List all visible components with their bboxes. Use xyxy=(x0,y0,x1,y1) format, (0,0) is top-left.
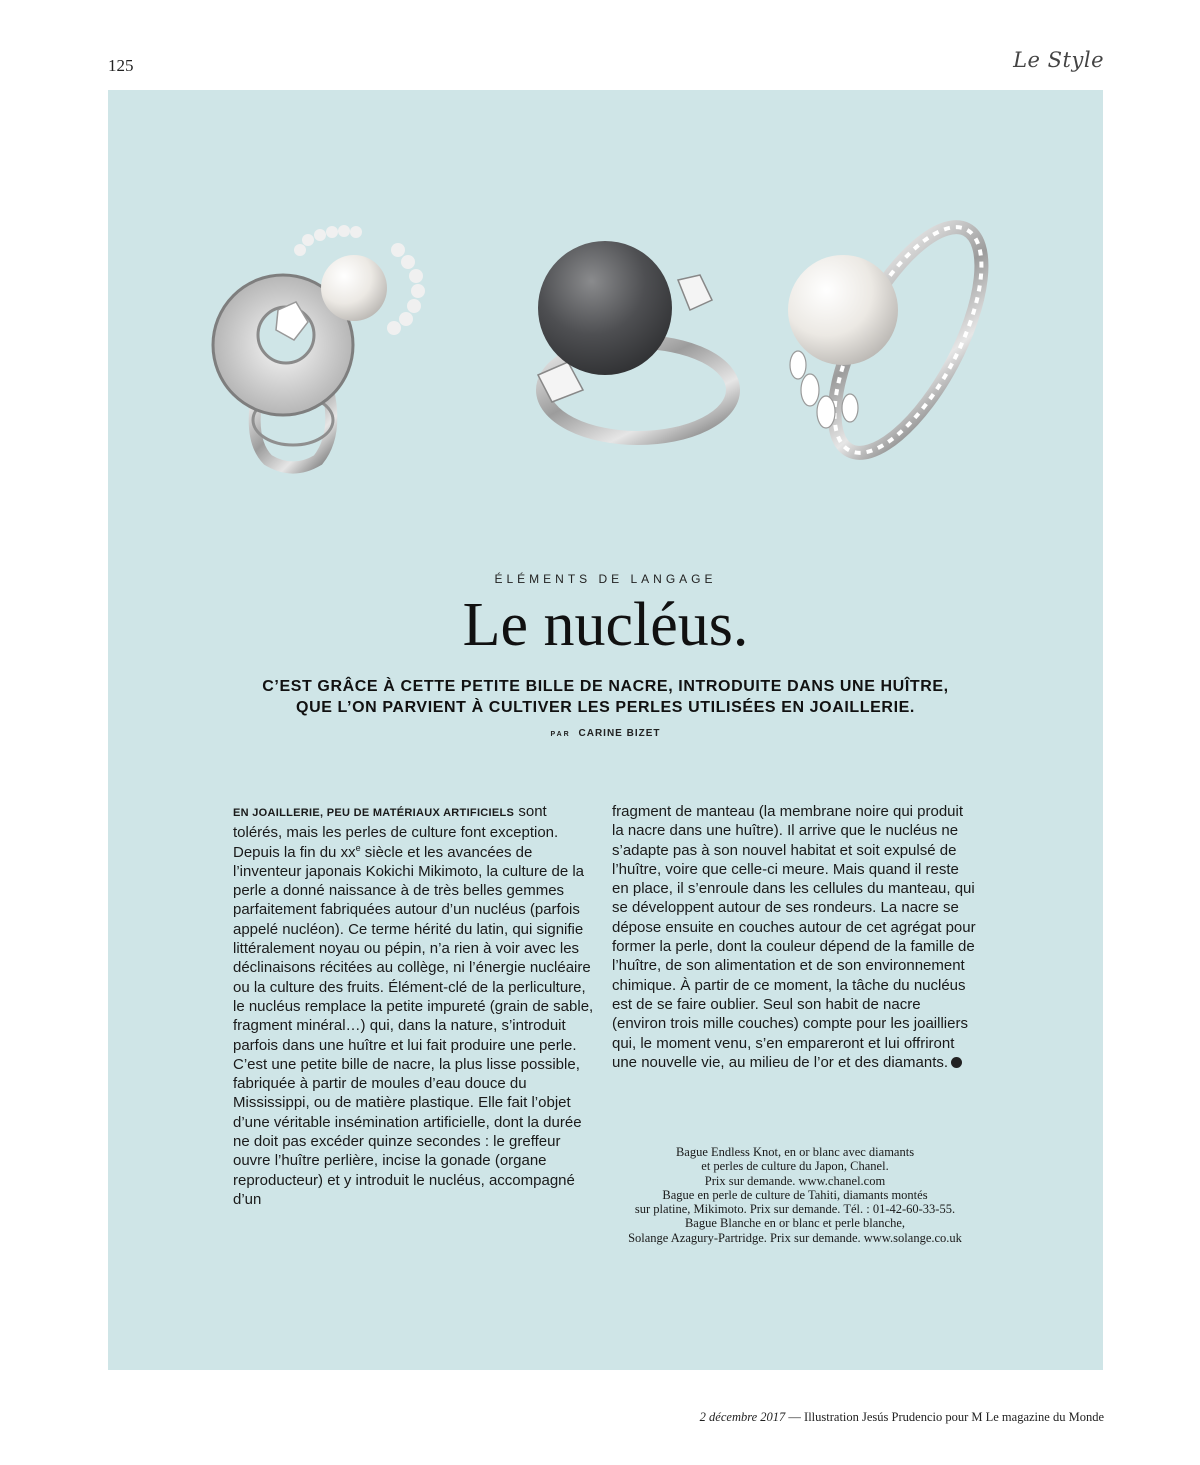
ring-tahiti-pearl-illustration xyxy=(538,241,733,438)
page-number: 125 xyxy=(108,56,134,75)
magazine-section-logo: Le Style xyxy=(1013,48,1104,72)
article-title: Le nucléus. xyxy=(462,591,749,659)
article-kicker: ÉLÉMENTS DE LANGAGE xyxy=(494,572,717,586)
body-text: fragment de manteau (la membrane noire qui produit la nacre dans une huître). Il arrive que le nucléus ne s’adapte pas à son nouvel habitat et soit expulsé de l’huître, voire que celle-ci meure. Mais quand il reste en place, il s’enroule dans les cellules du manteau, qui se développent autour de ses rondeurs. La nacre se dépose ensuite en couches autour de cet agrégat pour former la perle, dont la couleur dépend de la famille de l’huître, de son alimentation et de son environnement chimique. À partir de ce moment, la tâche du nucléus est de se faire oublier. Seul son habit de nacre (environ trois mille couches) compte pour les joailliers qui, le moment venu, s’en empareront et lui offriront une nouvelle vie, au milieu de l’or et des diamants. xyxy=(612,803,976,1071)
article-paragraph xyxy=(233,802,599,1209)
caption-line: Bague Endless Knot, en or blanc avec diamants xyxy=(675,1145,915,1159)
caption-line: et perles de culture du Japon, Chanel. xyxy=(701,1159,889,1174)
caption-line: sur platine, Mikimoto. Prix sur demande. Tél. : 01-42-60-33-55. xyxy=(634,1202,956,1217)
illustration-credit: — Illustration Jesús Prudencio pour M Le magazine du Monde xyxy=(785,1410,1104,1424)
page-footer xyxy=(700,1410,1104,1425)
product-captions xyxy=(612,1145,978,1245)
article-column-left xyxy=(233,802,599,1209)
body-text: sont tolérés, mais les perles de culture font exception. Depuis la fin du xx xyxy=(233,803,559,861)
article-lead: EN JOAILLERIE, PEU DE MATÉRIAUX ARTIFICIELS xyxy=(233,807,515,819)
caption-line: Bague en perle de culture de Tahiti, diamants montés xyxy=(662,1187,928,1202)
century-superscript: e xyxy=(355,842,361,853)
ring-white-pearl-illustration xyxy=(788,206,1011,474)
end-of-article-icon xyxy=(951,1057,962,1068)
article-column-right xyxy=(612,802,978,1072)
byline-prefix: PAR xyxy=(550,731,571,738)
caption-line: Bague Blanche en or blanc et perle blanche, xyxy=(684,1216,906,1231)
ring-endless-knot-illustration xyxy=(213,225,425,468)
subtitle-line: QUE L’ON PARVIENT À CULTIVER LES PERLES UTILISÉES EN JOAILLERIE. xyxy=(296,699,915,716)
body-text: siècle et les avancées de l’inventeur japonais Kokichi Mikimoto, la culture de la perle a donné naissance à de très belles gemmes parfaitement fabriquées autour d’un nucléus (parfois appelé nucléon). Ce terme hérité du latin, qui signifie littéralement noyau ou pépin, n’a rien à voir avec les déclinaisons récitées au collège, ni l’énergie nucléaire ou la culture des fruits. Élément-clé de la perliculture, le nucléus remplace la petite impureté (grain de sable, fragment minéral…) qui, dans la nature, s’introduit parfois dans une huître et lui fait produire une perle. C’est une petite bille de nacre, la plus lisse possible, fabriquée à partir de moules d’eau douce du Mississippi, ou de matière plastique. Elle fait l’objet d’une véritable insémination artificielle, dont la durée ne doit pas excéder quinze secondes : le greffeur ouvre l’huître perlière, incise la gonade (organe reproducteur) et y introduit le nucléus, accompagné d’un xyxy=(233,843,594,1208)
byline xyxy=(108,728,1103,739)
byline-author: CARINE BIZET xyxy=(578,728,661,739)
issue-date: 2 décembre 2017 xyxy=(699,1410,786,1424)
rings-illustration xyxy=(108,90,1103,570)
caption-line: Prix sur demande. www.chanel.com xyxy=(704,1173,886,1188)
caption-line: Solange Azagury-Partridge. Prix sur demande. www.solange.co.uk xyxy=(628,1230,962,1245)
article-panel xyxy=(108,90,1103,1370)
subtitle-line: C’EST GRÂCE À CETTE PETITE BILLE DE NACRE, INTRODUITE DANS UNE HUÎTRE, xyxy=(262,678,949,695)
article-paragraph xyxy=(612,802,978,1072)
article-subtitle xyxy=(228,676,983,718)
